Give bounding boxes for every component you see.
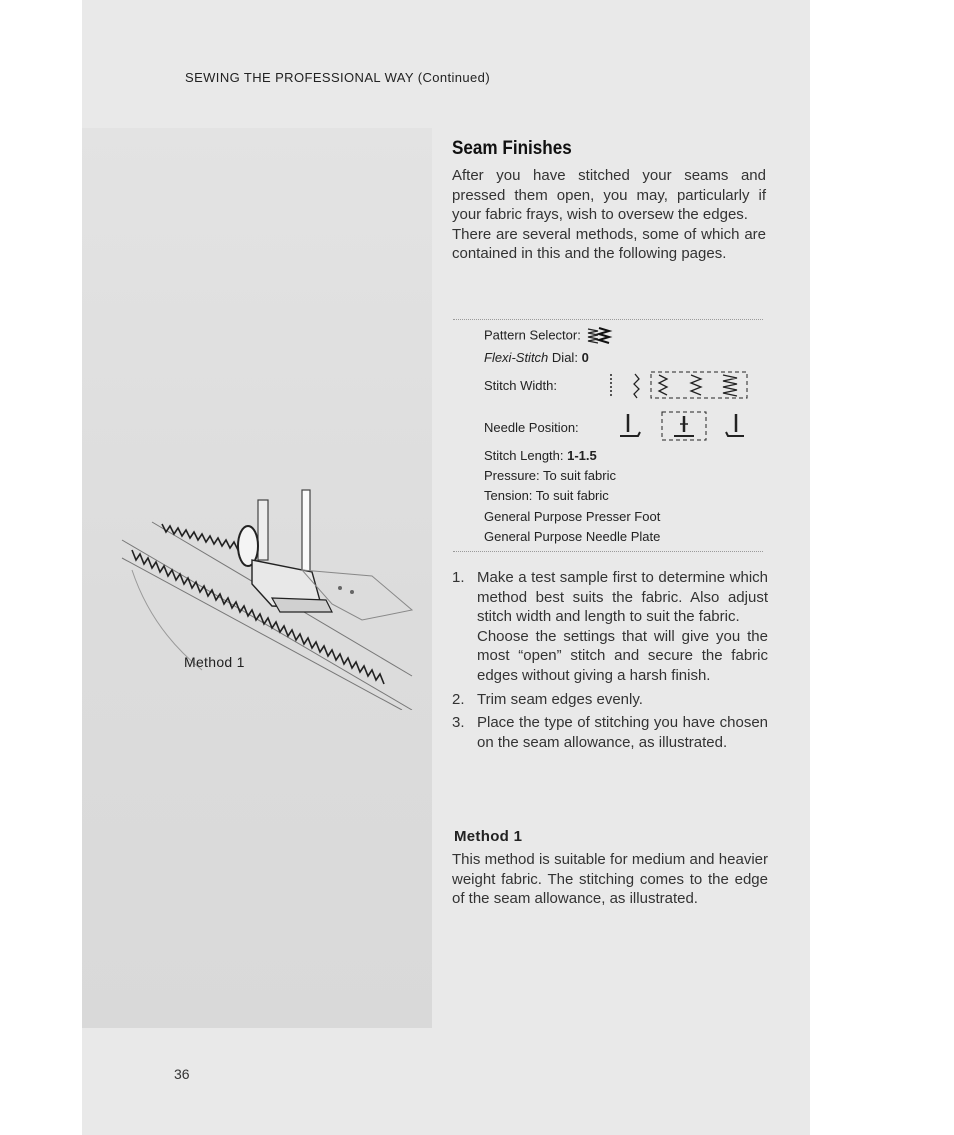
step-2	[452, 690, 768, 710]
method-heading: Method 1	[454, 828, 523, 845]
needle-right-icon	[726, 414, 744, 436]
step-number: 3.	[452, 714, 465, 732]
section-title: Seam Finishes	[452, 138, 572, 159]
step-paragraph: Trim seam edges evenly.	[477, 690, 643, 708]
needle-position-diagram	[614, 410, 754, 444]
intro-paragraph-2: There are several methods, some of which are contained in this and the following pages.	[452, 225, 766, 262]
step-number: 2.	[452, 690, 465, 708]
stitch-length-label: Stitch Length:	[484, 448, 564, 463]
step-1	[452, 568, 768, 686]
pressure-row: Pressure: To suit fabric	[484, 468, 616, 483]
divider-bottom	[453, 551, 763, 552]
running-head: SEWING THE PROFESSIONAL WAY (Continued)	[185, 70, 491, 85]
sewing-machine-illustration	[112, 480, 422, 710]
steps-list	[452, 568, 768, 756]
step-paragraph: Choose the settings that will give you the most “open” stitch and secure the fabric edges without giving a harsh finish.	[477, 627, 768, 684]
page-number: 36	[174, 1066, 190, 1082]
flexi-dial-label: Dial:	[551, 350, 578, 365]
stitch-width-row	[484, 378, 557, 393]
zigzag-stitch-upper	[162, 524, 250, 552]
step-3	[452, 713, 768, 752]
step-paragraph: Make a test sample first to determine which method best suits the fabric. Also adjust stitch width and length to suit the fabric.	[477, 569, 768, 626]
pattern-selector-row	[484, 326, 614, 346]
intro-paragraph-1: After you have stitched your seams and pressed them open, you may, particularly if your fabric frays, wish to oversew the edges.	[452, 167, 766, 223]
flexi-stitch-row	[484, 350, 589, 365]
stitch-width-label: Stitch Width:	[484, 378, 557, 393]
flexi-dial-value: 0	[581, 350, 589, 365]
step-paragraph: Place the type of stitching you have chosen on the seam allowance, as illustrated.	[477, 714, 768, 751]
presser-foot-illustration	[238, 490, 332, 612]
intro-text	[452, 166, 766, 264]
stitch-width-diagram	[599, 370, 759, 402]
tension-row: Tension: To suit fabric	[484, 488, 609, 503]
needle-position-label: Needle Position:	[484, 420, 579, 435]
divider-top	[453, 319, 763, 320]
method-text: This method is suitable for medium and heavier weight fabric. The stitching comes to the edge of the seam allowance, as illustrated.	[452, 851, 768, 908]
step-number: 1.	[452, 569, 465, 586]
needle-left-icon	[620, 414, 640, 436]
presser-foot-row: General Purpose Presser Foot	[484, 509, 661, 524]
needle-plate-row: General Purpose Needle Plate	[484, 529, 661, 544]
figure-caption: Method 1	[184, 654, 245, 670]
stitch-length-row	[484, 448, 597, 463]
zigzag-pattern-icon	[584, 326, 614, 346]
stitch-length-value: 1-1.5	[567, 448, 597, 463]
needle-center-icon	[674, 416, 694, 436]
needle-position-row	[484, 420, 579, 435]
flexi-stitch-label: Flexi-Stitch	[484, 350, 549, 365]
pattern-selector-label: Pattern Selector:	[484, 327, 581, 343]
